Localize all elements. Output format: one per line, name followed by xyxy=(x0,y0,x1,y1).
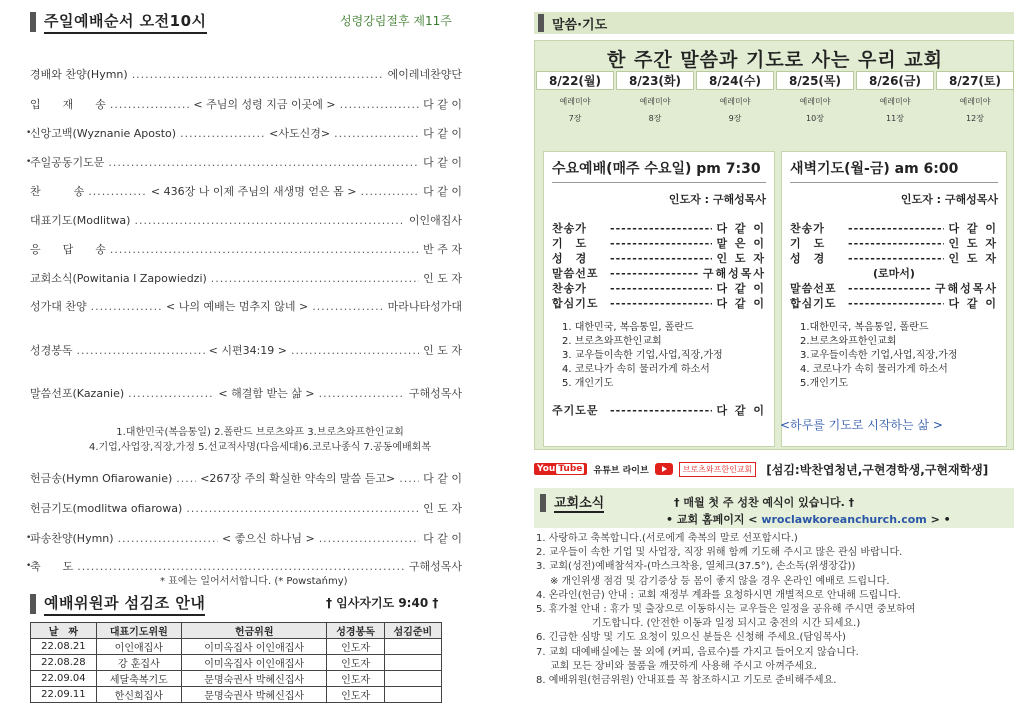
header-bar xyxy=(30,12,36,32)
ushers-title: 예배위원과 섬김조 안내 xyxy=(44,592,205,616)
table-cell xyxy=(384,655,441,671)
reading-chapter: 11장 xyxy=(886,114,904,123)
service-line xyxy=(552,236,766,251)
table-row xyxy=(31,639,442,655)
dawn-book: (로마서) xyxy=(873,267,915,280)
youtube-logo-text: You xyxy=(537,464,556,474)
service-line xyxy=(552,266,766,281)
order-item-title: < 436장 나 이제 주님의 새생명 얻은 몸 > xyxy=(150,185,357,198)
dash-leader xyxy=(848,221,944,236)
ushers-table xyxy=(30,622,442,703)
dot-leader xyxy=(118,532,218,545)
table-cell: 이미옥집사 이인애집사 xyxy=(181,655,327,671)
bullet-icon: • xyxy=(26,561,32,571)
dot-leader xyxy=(110,243,419,256)
service-line-leader: 인 도 자 xyxy=(948,252,998,265)
order-item-leader: 반 주 자 xyxy=(423,243,462,256)
worship-order-row xyxy=(30,342,462,358)
bullet-icon: • xyxy=(26,128,32,138)
service-line xyxy=(790,221,998,236)
news-item: 기도합니다. (안전한 이동과 일정 되시고 충전의 시간 되세요.) xyxy=(592,618,861,630)
table-cell: 강 훈집사 xyxy=(96,655,181,671)
youtube-logo-tube: Tube xyxy=(558,464,583,474)
order-item-name: 파송찬양(Hymn) xyxy=(30,532,114,545)
reading-date: 8/25(목) xyxy=(776,71,854,90)
service-line-leader: 다 같 이 xyxy=(716,404,766,417)
order-item-leader: 이인애집사 xyxy=(408,214,462,227)
order-item-leader: 인 도 자 xyxy=(423,344,462,357)
table-cell: 인도자 xyxy=(327,671,384,687)
dash-leader xyxy=(610,266,699,281)
reading-day xyxy=(775,71,855,124)
order-item-name: 찬 송 xyxy=(30,185,85,198)
order-item-title: < 주님의 성령 지금 이곳에 > xyxy=(193,98,336,111)
service-line-leader: 다 같 이 xyxy=(716,297,766,310)
prayer-item: 3.교우들이속한 기업,사업,직장,가정 xyxy=(800,350,958,361)
header-bar xyxy=(30,594,36,614)
table-header-cell: 날 짜 xyxy=(31,623,97,639)
table-cell: 22.09.11 xyxy=(31,687,97,703)
dash-leader xyxy=(610,236,712,251)
youtube-logo[interactable] xyxy=(534,463,587,475)
table-header-cell: 대표기도위원 xyxy=(96,623,181,639)
worship-order-row xyxy=(30,183,462,199)
dot-leader xyxy=(176,472,196,485)
dot-leader xyxy=(108,156,419,169)
prayer-item: 5.개인기도 xyxy=(800,378,849,389)
reading-day xyxy=(935,71,1015,124)
order-item-name: 입 재 송 xyxy=(30,98,106,111)
order-item-leader: 다 같 이 xyxy=(423,532,462,545)
news-list xyxy=(536,532,1022,688)
table-cell: 22.09.04 xyxy=(31,671,97,687)
worship-order-row xyxy=(30,500,462,516)
table-row xyxy=(31,655,442,671)
order-item-title: < 시편34:19 > xyxy=(208,344,288,357)
dash-leader xyxy=(848,281,931,296)
service-line xyxy=(790,236,998,251)
word-prayer-title: 말씀·기도 xyxy=(552,17,608,33)
prayer-item: 4. 코로나가 속히 물러가게 하소서 xyxy=(562,364,710,375)
youtube-live-label: 유튜브 라이브 xyxy=(593,465,649,476)
header-bar xyxy=(540,494,546,512)
order-item-name: 신앙고백(Wyznanie Aposto) xyxy=(30,127,177,140)
dash-leader xyxy=(848,296,944,311)
news-item: 5. 휴가철 안내 : 휴가 및 출장으로 이동하시는 교우들은 일정을 공유해 주시면 중보하여 xyxy=(536,604,916,616)
dash-leader xyxy=(610,221,712,236)
reading-book: 예레미야 xyxy=(559,97,591,106)
dot-leader xyxy=(132,68,384,81)
order-item-leader: 구해성목사 xyxy=(408,387,462,400)
homepage-suffix: > • xyxy=(926,513,951,526)
dot-leader xyxy=(291,344,419,357)
dot-leader xyxy=(77,344,205,357)
serving-team: [섬김:박찬엽청년,구현경학생,구현재학생] xyxy=(766,462,989,477)
service-line-item: 주기도문 xyxy=(552,404,599,417)
table-cell xyxy=(384,639,441,655)
dot-leader xyxy=(319,532,419,545)
order-item-title: < 나의 예배는 멈추지 않네 > xyxy=(166,300,309,313)
order-item-name: 말씀선포(Kazanie) xyxy=(30,387,125,400)
order-item-name: 축 도 xyxy=(30,560,74,573)
reading-date: 8/22(월) xyxy=(536,71,614,90)
dot-leader xyxy=(134,214,404,227)
service-line-item: 말씀선포 xyxy=(790,282,837,295)
dot-leader xyxy=(360,185,419,198)
dot-leader xyxy=(319,387,405,400)
table-cell xyxy=(384,687,441,703)
news-item: 4. 온라인(헌금) 안내 : 교회 재정부 계좌를 요청하시면 개별적으로 안내해 드립니다. xyxy=(536,589,901,601)
dot-leader xyxy=(128,387,214,400)
dawn-order xyxy=(790,221,998,266)
news-item: 8. 예배위원(헌금위원) 안내표를 꼭 참조하시고 기도로 준비해주세요. xyxy=(536,675,837,687)
service-line xyxy=(790,296,998,311)
dot-leader xyxy=(186,502,419,515)
order-item-name: 경배와 찬양(Hymn) xyxy=(30,68,128,81)
worship-order-title: 주일예배순서 오전10시 xyxy=(44,10,207,34)
prayer-item: 1. 대한민국, 복음통일, 폴란드 xyxy=(562,322,694,333)
ushers-header xyxy=(30,592,205,616)
table-header-row xyxy=(31,623,442,639)
weekly-reading-title: 한 주간 말씀과 기도로 사는 우리 교회 xyxy=(607,49,943,71)
worship-order-row xyxy=(30,241,462,257)
order-item-name: 헌금기도(modlitwa ofiarowa) xyxy=(30,502,183,515)
order-item-leader: 다 같 이 xyxy=(423,98,463,111)
youtube-channel[interactable]: 브로츠와프한인교회 xyxy=(679,462,757,477)
reading-book: 예레미야 xyxy=(879,97,911,106)
reading-date: 8/24(수) xyxy=(696,71,774,90)
wednesday-service-title: 수요예배(매주 수요일) pm 7:30 xyxy=(552,158,766,183)
worship-order-row xyxy=(30,66,462,82)
dot-leader xyxy=(110,98,190,111)
dot-leader xyxy=(334,127,419,140)
service-line xyxy=(552,251,766,266)
worship-order-row xyxy=(26,154,462,170)
table-cell: 한신희집사 xyxy=(96,687,181,703)
news-item: 1. 사랑하고 축복합니다.(서로에게 축복의 말로 선포합시다.) xyxy=(536,533,798,544)
news-item: ※ 개인위생 점검 및 감기증상 등 몸이 좋지 않을 경우 온라인 예배로 드립니다. xyxy=(550,575,890,587)
service-line-item: 성 경 xyxy=(552,252,588,265)
order-item-leader: 마라나타성가대 xyxy=(387,300,462,313)
order-item-title: < 해결함 받는 삶 > xyxy=(218,387,315,400)
order-item-title: <267장 주의 확실한 약속의 말씀 듣고> xyxy=(200,472,396,485)
table-cell: 문명숙권사 박혜신집사 xyxy=(181,687,327,703)
reading-chapter: 9장 xyxy=(728,114,742,123)
worship-order-row xyxy=(30,212,462,228)
homepage-note xyxy=(666,511,951,527)
reading-day xyxy=(615,71,695,124)
service-line-item: 기 도 xyxy=(552,237,588,250)
service-line-item: 성 경 xyxy=(790,252,826,265)
dawn-leader: 인도자 : 구해성목사 xyxy=(900,193,998,206)
table-cell: 22.08.21 xyxy=(31,639,97,655)
dot-leader xyxy=(91,300,162,313)
service-line xyxy=(790,251,998,266)
table-header-cell: 헌금위원 xyxy=(181,623,327,639)
reading-chapter: 7장 xyxy=(568,114,582,123)
service-line xyxy=(552,221,766,236)
dash-leader xyxy=(610,296,712,311)
prayer-item: 5. 개인기도 xyxy=(562,378,614,389)
worship-order-row xyxy=(26,125,463,141)
reading-chapter: 8장 xyxy=(648,114,662,123)
play-icon[interactable] xyxy=(655,463,673,475)
dot-leader xyxy=(180,127,265,140)
order-item-name: 헌금송(Hymn Ofiarowanie) xyxy=(30,472,173,485)
standing-note: * 표에는 일어서서합니다. (* Powstańmy) xyxy=(160,576,348,587)
news-title: 교회소식 xyxy=(554,492,604,513)
prayer-item: 1.대한민국, 복음통일, 폴란드 xyxy=(800,322,929,333)
worship-order-row xyxy=(26,530,462,546)
reading-book: 예레미야 xyxy=(719,97,751,106)
reading-day xyxy=(535,71,615,124)
order-item-name: 응 답 송 xyxy=(30,243,106,256)
reading-day xyxy=(695,71,775,124)
service-line-leader: 다 같 이 xyxy=(716,282,766,295)
prayer-item: 3. 교우들이속한 기업,사업,직장,가정 xyxy=(562,350,723,361)
homepage-link[interactable]: wroclawkoreanchurch.com xyxy=(761,513,927,526)
dot-leader xyxy=(211,272,419,285)
order-item-title: < 좋으신 하나님 > xyxy=(222,532,315,545)
order-item-leader: 구해성목사 xyxy=(408,560,462,573)
worship-order-row xyxy=(30,96,462,112)
order-item-name: 성가대 찬양 xyxy=(30,300,87,313)
service-line xyxy=(552,403,766,418)
dash-leader xyxy=(848,251,944,266)
service-line-leader: 다 같 이 xyxy=(948,222,998,235)
dot-leader xyxy=(312,300,383,313)
reading-book: 예레미야 xyxy=(639,97,671,106)
reading-date: 8/23(화) xyxy=(616,71,694,90)
worship-order-row xyxy=(30,470,462,486)
service-line-leader: 다 같 이 xyxy=(716,222,766,235)
dash-leader xyxy=(848,236,944,251)
slogan: <하루를 기도로 시작하는 삶 > xyxy=(780,418,943,432)
service-line-leader: 다 같 이 xyxy=(948,297,998,310)
table-cell: 22.08.28 xyxy=(31,655,97,671)
worship-order-row xyxy=(30,298,462,314)
order-item-name: 대표기도(Modlitwa) xyxy=(30,214,131,227)
worship-order-row xyxy=(30,270,462,286)
bullet-icon: • xyxy=(26,533,32,543)
table-cell: 세달축복기도 xyxy=(96,671,181,687)
news-item: 6. 긴급한 심방 및 기도 요청이 있으신 분들은 신청해 주세요.(담임목사) xyxy=(536,632,846,644)
dot-leader xyxy=(88,185,147,198)
wednesday-prayers xyxy=(552,321,766,391)
prayer-topics-line: 4.기업,사업장,직장,가정 5.선교적사명(다음세대)6.코로나종식 7.공동예배회복 xyxy=(88,442,431,453)
table-header-cell: 섬김준비 xyxy=(384,623,441,639)
dash-leader xyxy=(610,251,712,266)
service-line-item: 합심기도 xyxy=(790,297,837,310)
order-item-title: <사도신경> xyxy=(269,127,331,140)
prayer-topics xyxy=(40,425,480,455)
table-cell: 인도자 xyxy=(327,655,384,671)
youtube-row xyxy=(534,458,1024,480)
news-item: 7. 교회 대예배실에는 물 외에 (커피, 음료수)를 가지고 들어오지 않습니다. xyxy=(536,646,859,658)
service-line-item: 찬송가 xyxy=(552,222,587,235)
order-item-leader: 다 같 이 xyxy=(423,156,462,169)
service-line xyxy=(790,281,998,296)
dash-leader xyxy=(610,281,712,296)
order-item-leader: 인 도 자 xyxy=(423,502,462,515)
communion-note: † 매월 첫 주 성찬 예식이 있습니다. † xyxy=(674,496,855,509)
service-line-item: 말씀선포 xyxy=(552,267,599,280)
dot-leader xyxy=(340,98,420,111)
prayer-time-note: † 임사자기도 9:40 † xyxy=(326,596,439,610)
reading-day xyxy=(855,71,935,124)
service-line-leader: 인 도 자 xyxy=(948,237,998,250)
service-line-item: 기 도 xyxy=(790,237,826,250)
prayer-item: 2. 브로츠와프한인교회 xyxy=(562,336,662,347)
dawn-prayer-title: 새벽기도(월-금) am 6:00 xyxy=(790,158,998,183)
order-item-leader: 에이레네찬양단 xyxy=(387,68,462,81)
service-line-item: 합심기도 xyxy=(552,297,599,310)
service-line-leader: 맡 은 이 xyxy=(716,237,766,250)
weekly-reading-box xyxy=(534,40,1014,450)
order-item-leader: 다 같 이 xyxy=(423,185,462,198)
table-row xyxy=(31,671,442,687)
news-item: 교회 모든 장비와 물품을 깨끗하게 사용해 주시고 아껴주세요. xyxy=(550,660,817,672)
liturgical-week: 성령강림절후 제11주 xyxy=(340,14,452,28)
service-line xyxy=(552,296,766,311)
header-bar xyxy=(538,14,544,32)
service-line xyxy=(552,281,766,296)
worship-order-header xyxy=(30,10,207,34)
reading-chapter: 12장 xyxy=(966,114,984,123)
order-item-leader: 인 도 자 xyxy=(423,272,462,285)
table-body xyxy=(31,639,442,703)
prayer-topics-line: 1.대한민국(복음통일) 2.폴란드 브로츠와프 3.브로츠와프한인교회 xyxy=(116,427,404,438)
table-header-cell: 성경봉독 xyxy=(327,623,384,639)
wednesday-leader: 인도자 : 구해성목사 xyxy=(668,193,766,206)
news-title-wrap xyxy=(540,492,604,513)
table-cell: 이인애집사 xyxy=(96,639,181,655)
word-prayer-header xyxy=(534,12,1014,34)
service-line-leader: 구해성목사 xyxy=(934,282,998,295)
order-item-leader: 다 같 이 xyxy=(423,127,463,140)
service-line-item: 찬송가 xyxy=(790,222,825,235)
service-line-item: 찬송가 xyxy=(552,282,587,295)
reading-book: 예레미야 xyxy=(959,97,991,106)
order-item-name: 주일공동기도문 xyxy=(30,156,105,169)
reading-date: 8/26(금) xyxy=(856,71,934,90)
table-cell: 이미옥집사 이인애집사 xyxy=(181,639,327,655)
reading-book: 예레미야 xyxy=(799,97,831,106)
bullet-icon: • xyxy=(26,157,32,167)
dot-leader xyxy=(399,472,419,485)
prayer-item: 4. 코로나가 속히 물러가게 하소서 xyxy=(800,364,948,375)
order-item-name: 교회소식(Powitania I Zapowiedzi) xyxy=(30,272,207,285)
service-line-leader: 인 도 자 xyxy=(716,252,766,265)
wednesday-closing xyxy=(552,403,766,418)
order-item-name: 성경봉독 xyxy=(30,344,73,357)
wednesday-order xyxy=(552,221,766,311)
news-header xyxy=(534,488,1014,528)
table-cell: 인도자 xyxy=(327,687,384,703)
prayer-item: 2.브로츠와프한인교회 xyxy=(800,336,897,347)
wednesday-service-box xyxy=(543,151,775,447)
reading-date: 8/27(토) xyxy=(936,71,1014,90)
dawn-order-2 xyxy=(790,281,998,311)
dawn-prayers xyxy=(790,321,998,391)
worship-order-row xyxy=(30,385,462,401)
reading-chapter: 10장 xyxy=(806,114,824,123)
homepage-prefix: • 교회 홈페이지 < xyxy=(666,513,762,526)
news-item: 2. 교우들이 속한 기업 및 사업장, 직장 위해 함께 기도해 주시고 많은 관심 바랍니다. xyxy=(536,547,903,559)
table-row xyxy=(31,687,442,703)
table-cell xyxy=(384,671,441,687)
service-line-leader: 구해성목사 xyxy=(702,267,766,280)
dot-leader xyxy=(77,560,405,573)
reading-days xyxy=(535,71,1015,124)
order-item-leader: 다 같 이 xyxy=(423,472,463,485)
table-cell: 문명숙권사 박혜신집사 xyxy=(181,671,327,687)
dawn-prayer-box xyxy=(781,151,1007,447)
news-item: 3. 교회(성전)예배참석자-(마스크착용, 열체크(37.5°), 손소독(위생장갑)) xyxy=(536,561,856,573)
dash-leader xyxy=(610,403,712,418)
right-page xyxy=(520,0,1024,724)
table-cell: 인도자 xyxy=(327,639,384,655)
